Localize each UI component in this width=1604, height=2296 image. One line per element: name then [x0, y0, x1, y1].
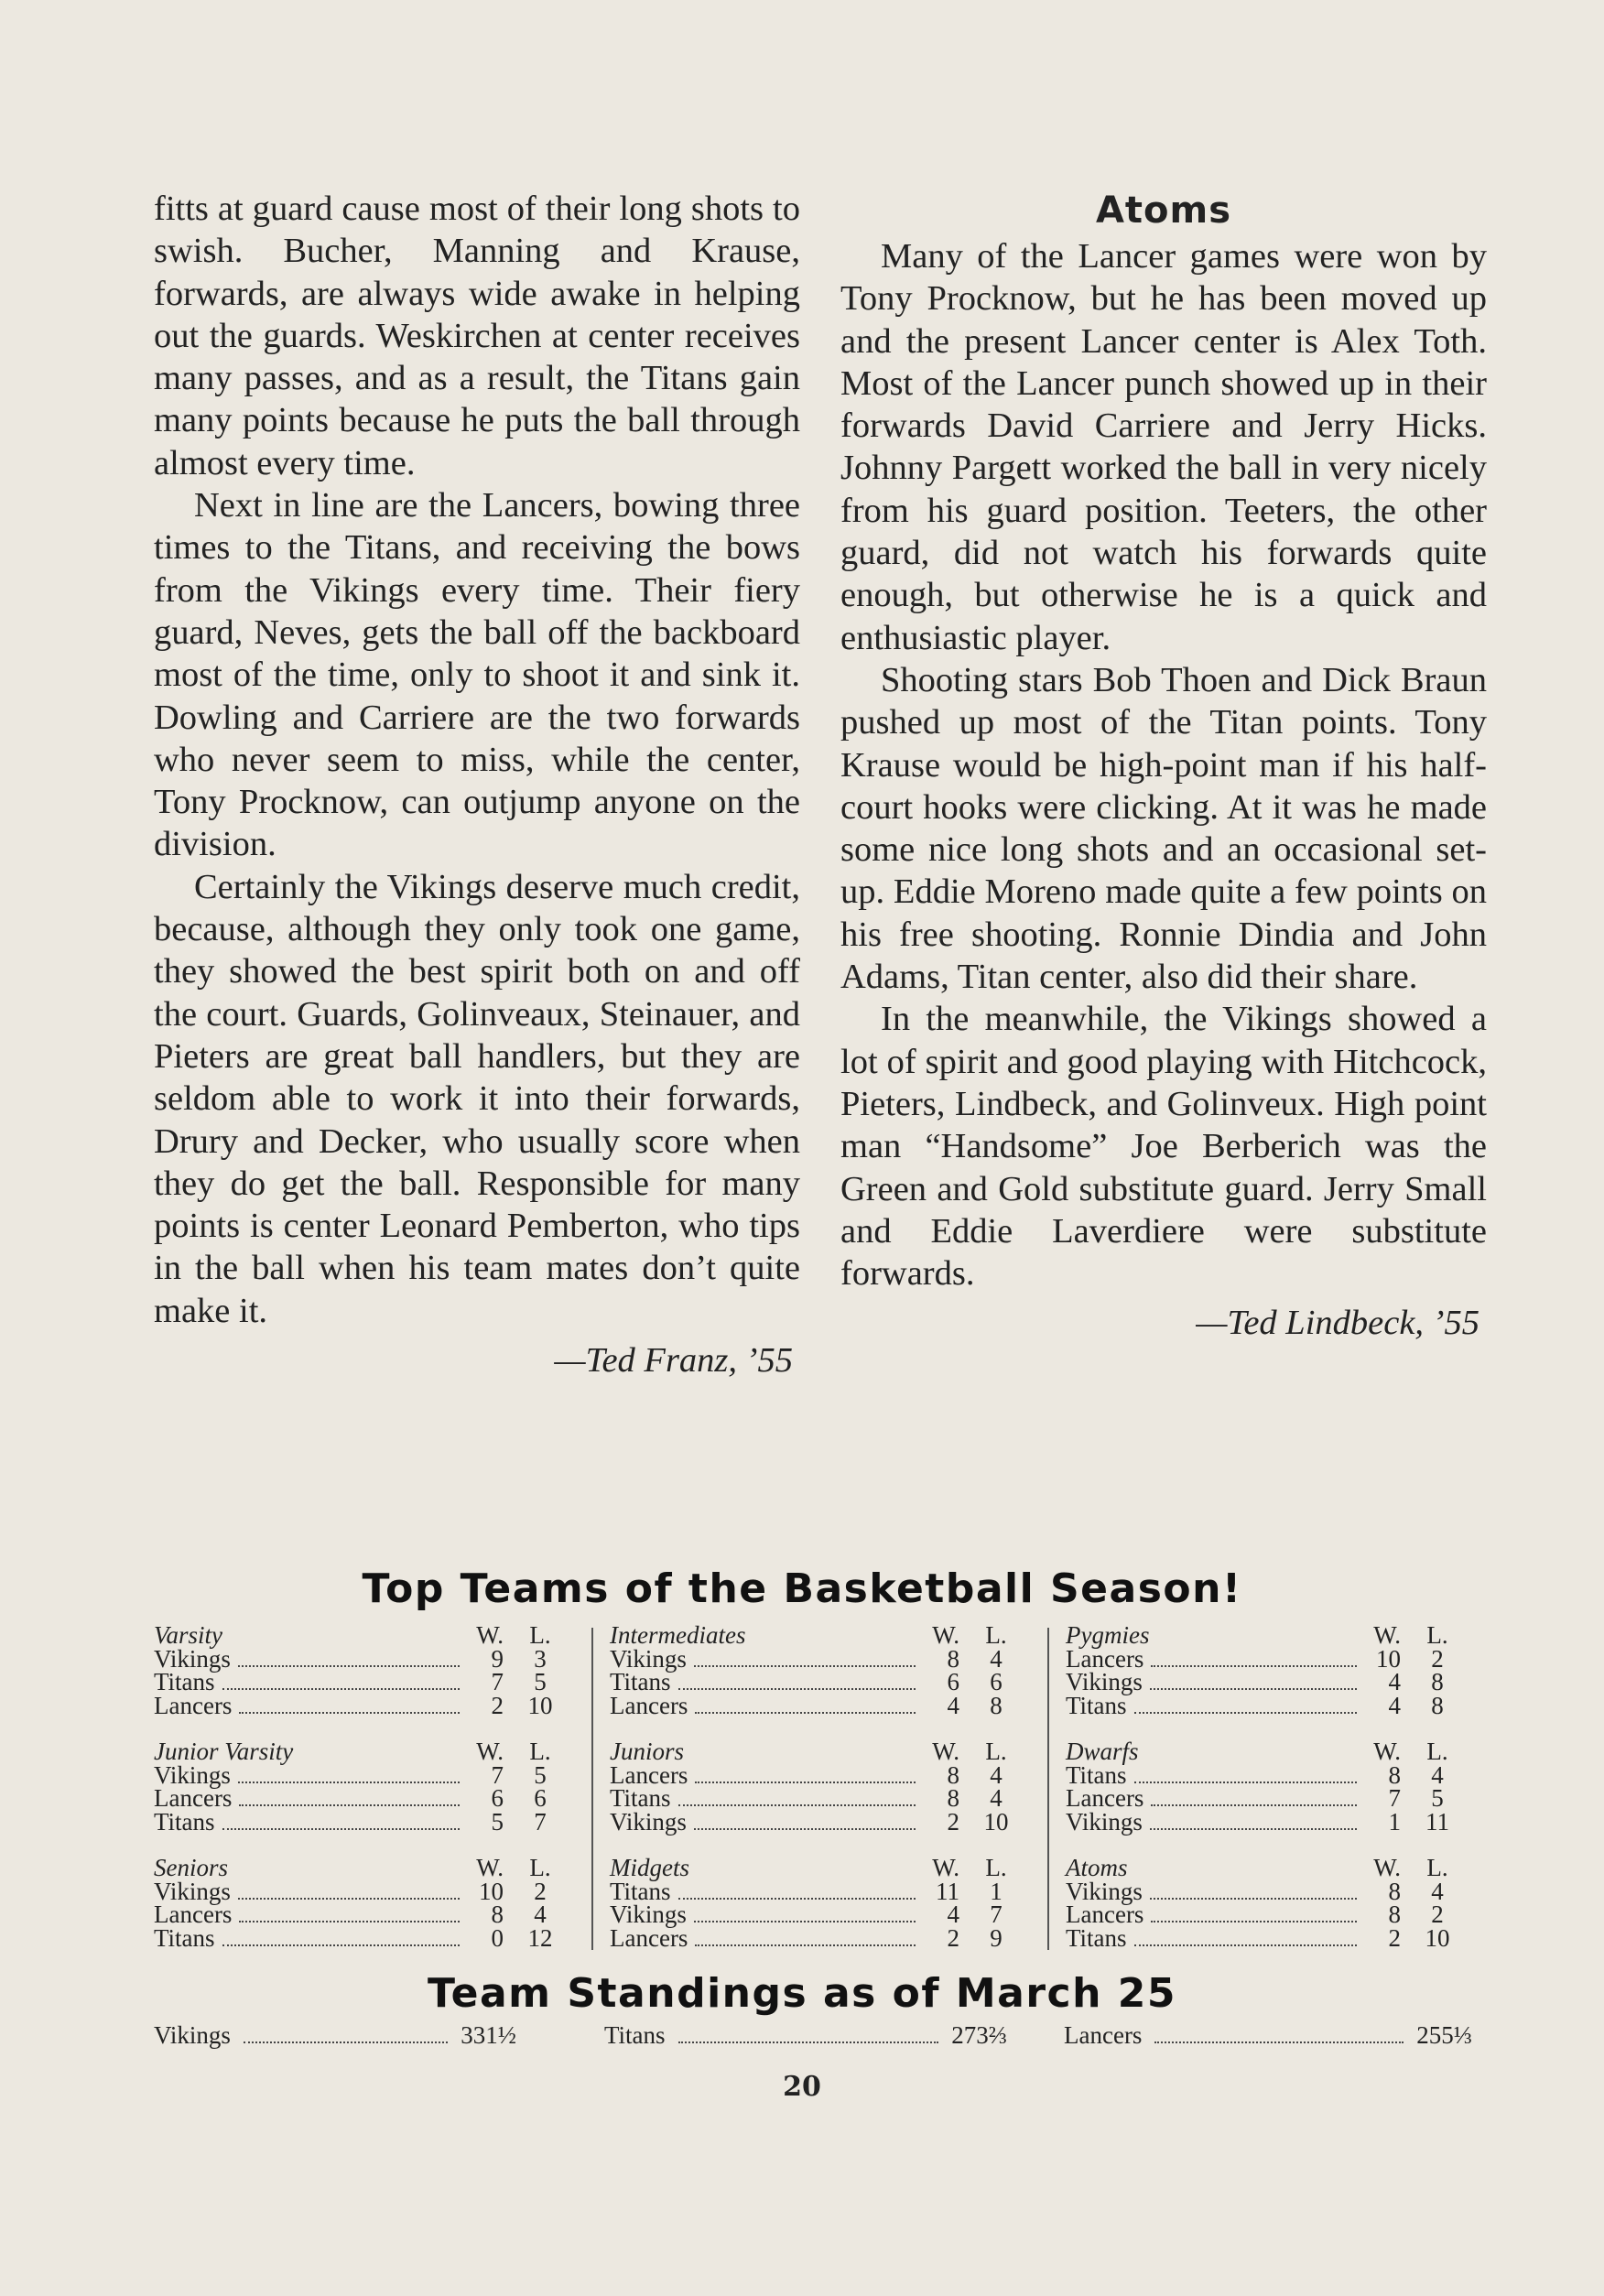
wins-value: 8	[1388, 1877, 1401, 1905]
section-heading: Atoms	[1095, 190, 1232, 232]
losses-value: 10	[983, 1807, 1009, 1836]
division-header	[1066, 1854, 1474, 1881]
team-name: Vikings	[154, 1877, 231, 1905]
team-row	[610, 1903, 1033, 1927]
losses-value: 1	[990, 1877, 1002, 1905]
team-row	[610, 1784, 1033, 1812]
losses-value: 4	[990, 1784, 1002, 1812]
team-row	[610, 1807, 1033, 1836]
losses-value: 4	[1431, 1877, 1444, 1905]
losses-value: 9	[990, 1923, 1002, 1952]
losses-value: 5	[1431, 1784, 1444, 1812]
team-row	[1066, 1923, 1474, 1952]
team-name: Vikings	[610, 1901, 687, 1928]
wins-header: W.	[932, 1621, 959, 1649]
team-name: Titans	[610, 1877, 671, 1905]
team-name: Titans	[1066, 1760, 1127, 1789]
article-paragraph: Certainly the Vikings deserve much credit, because, although they only took one game, they showed the best spirit both on and off the court. Guards, Golinveaux, Steinauer, and Pieters are great ball handlers, but they are seldom able to work it into their forwards, Drury and Decker, who usually score when they do get the ball. Responsible for many points is center Leonard Pemberton, who tips in the ball when his team mates don’t quite make it.	[154, 867, 800, 1330]
team-standings-title: Team Standings as of March 25	[427, 1970, 1177, 2017]
wins-value: 7	[491, 1760, 504, 1789]
wins-value: 7	[1388, 1784, 1401, 1812]
team-row	[1066, 1807, 1474, 1836]
standings-tables	[154, 1621, 1472, 1963]
wins-value: 7	[491, 1668, 504, 1695]
division-name: Varsity	[154, 1621, 223, 1649]
column-divider	[591, 1628, 593, 1950]
losses-header: L.	[1426, 1854, 1448, 1881]
team-row	[154, 1644, 577, 1673]
division-table	[610, 1621, 1033, 1719]
right-article-column	[840, 188, 1487, 1345]
team-name: Vikings	[1066, 1668, 1143, 1695]
wins-value: 11	[936, 1877, 959, 1905]
division-table	[610, 1740, 1033, 1834]
division-header	[154, 1621, 577, 1649]
division-table	[1066, 1854, 1474, 1952]
division-name: Junior Varsity	[154, 1738, 294, 1765]
page-number: 20	[783, 2071, 821, 2103]
division-table	[154, 1854, 577, 1952]
team-row	[610, 1668, 1033, 1695]
division-table	[154, 1740, 577, 1834]
team-row	[1066, 1691, 1474, 1719]
article-paragraph: Shooting stars Bob Thoen and Dick Braun pushed up most of the Titan points. Tony Krause would be high-point man if his half-court hooks were clicking. At it was he made some nice long shots and an occasional set-up. Eddie Moreno made quite a few points on his free shooting. Ronnie Dindia and John Adams, Titan center, also did their share.	[840, 660, 1487, 997]
losses-header: L.	[985, 1738, 1007, 1765]
losses-value: 8	[1431, 1668, 1444, 1695]
losses-header: L.	[985, 1854, 1007, 1881]
losses-value: 8	[1431, 1691, 1444, 1719]
wins-value: 5	[491, 1807, 504, 1836]
team-name: Titans	[604, 2021, 666, 2049]
wins-header: W.	[932, 1854, 959, 1881]
team-name: Lancers	[1066, 1644, 1144, 1673]
top-teams-title: Top Teams of the Basketball Season!	[362, 1565, 1242, 1612]
wins-value: 8	[1388, 1901, 1401, 1928]
division-name: Midgets	[610, 1854, 689, 1881]
team-row	[610, 1923, 1033, 1952]
team-row	[1066, 1903, 1474, 1927]
losses-value: 10	[527, 1691, 553, 1719]
team-row	[154, 1691, 577, 1719]
standings-column	[1066, 1621, 1474, 1955]
wins-value: 2	[491, 1691, 504, 1719]
losses-header: L.	[1426, 1621, 1448, 1649]
team-row	[610, 1691, 1033, 1719]
team-name: Titans	[154, 1807, 215, 1836]
team-row	[610, 1644, 1033, 1673]
losses-header: L.	[529, 1854, 551, 1881]
wins-value: 2	[947, 1807, 959, 1836]
points-value: 331½	[461, 2021, 516, 2049]
losses-value: 10	[1425, 1923, 1450, 1952]
team-name: Lancers	[154, 1784, 233, 1812]
wins-value: 8	[947, 1760, 959, 1789]
team-name: Vikings	[1066, 1877, 1143, 1905]
wins-header: W.	[1373, 1621, 1401, 1649]
wins-value: 6	[491, 1784, 504, 1812]
losses-value: 7	[534, 1807, 547, 1836]
losses-header: L.	[529, 1621, 551, 1649]
team-name: Lancers	[1066, 1901, 1144, 1928]
losses-value: 3	[534, 1644, 547, 1673]
article-paragraph: fitts at guard cause most of their long shots to swish. Bucher, Manning and Krause, forwards, are always wide awake in helping out the guards. Weskirchen at center receives many passes, and as a result, the Titans gain many points because he puts the ball through almost every time.	[154, 190, 800, 482]
team-name: Vikings	[1066, 1807, 1143, 1836]
team-row	[1066, 1784, 1474, 1812]
team-name: Lancers	[154, 1901, 233, 1928]
losses-header: L.	[1426, 1738, 1448, 1765]
losses-value: 4	[1431, 1760, 1444, 1789]
wins-header: W.	[476, 1621, 504, 1649]
division-header	[610, 1740, 1033, 1764]
division-table	[1066, 1740, 1474, 1834]
losses-header: L.	[529, 1738, 551, 1765]
wins-value: 8	[1388, 1760, 1401, 1789]
team-name: Lancers	[154, 1691, 233, 1719]
article-paragraph: In the meanwhile, the Vikings showed a lot of spirit and good playing with Hitchcock, Pieters, Lindbeck, and Golinveux. High point man “Handsome” Joe Berberich was the Green and Gold substitute guard. Jerry Small and Eddie Laverdiere were substitute forwards.	[840, 1000, 1487, 1294]
wins-value: 8	[947, 1784, 959, 1812]
team-standings-row	[154, 2021, 1472, 2050]
left-article-column	[154, 188, 800, 1381]
team-row	[1066, 1668, 1474, 1695]
losses-value: 2	[1431, 1644, 1444, 1673]
author-signature: —Ted Lindbeck, ’55	[1196, 1304, 1479, 1343]
wins-value: 8	[491, 1901, 504, 1928]
division-name: Juniors	[610, 1738, 684, 1765]
wins-value: 10	[1376, 1644, 1401, 1673]
team-name: Titans	[610, 1668, 671, 1695]
losses-value: 4	[990, 1644, 1002, 1673]
wins-value: 2	[1388, 1923, 1401, 1952]
wins-value: 4	[1388, 1668, 1401, 1695]
wins-header: W.	[1373, 1738, 1401, 1765]
column-divider	[1047, 1628, 1049, 1950]
standings-column	[610, 1621, 1033, 1955]
division-name: Dwarfs	[1066, 1738, 1139, 1765]
standing-entry	[604, 2021, 1007, 2050]
division-name: Intermediates	[610, 1621, 746, 1649]
wins-value: 1	[1388, 1807, 1401, 1836]
losses-value: 2	[1431, 1901, 1444, 1928]
losses-value: 4	[534, 1901, 547, 1928]
losses-value: 5	[534, 1668, 547, 1695]
wins-value: 4	[1388, 1691, 1401, 1719]
losses-value: 7	[990, 1901, 1002, 1928]
division-table	[154, 1621, 577, 1719]
losses-value: 5	[534, 1760, 547, 1789]
losses-value: 11	[1425, 1807, 1449, 1836]
division-header	[1066, 1740, 1474, 1764]
division-table	[1066, 1621, 1474, 1719]
division-header	[154, 1854, 577, 1881]
team-name: Titans	[154, 1668, 215, 1695]
losses-header: L.	[985, 1621, 1007, 1649]
team-row	[154, 1903, 577, 1927]
wins-value: 10	[479, 1877, 504, 1905]
team-name: Lancers	[1064, 2021, 1143, 2049]
wins-value: 6	[947, 1668, 959, 1695]
team-name: Lancers	[610, 1691, 688, 1719]
wins-value: 0	[491, 1923, 504, 1952]
team-name: Lancers	[610, 1923, 688, 1952]
team-row	[154, 1807, 577, 1836]
standing-entry	[1064, 2021, 1472, 2050]
losses-value: 6	[534, 1784, 547, 1812]
losses-value: 12	[527, 1923, 553, 1952]
team-row	[154, 1668, 577, 1695]
wins-header: W.	[476, 1854, 504, 1881]
division-name: Atoms	[1066, 1854, 1128, 1881]
losses-value: 2	[534, 1877, 547, 1905]
division-header	[610, 1621, 1033, 1649]
standing-entry	[154, 2021, 516, 2050]
team-row	[154, 1923, 577, 1952]
wins-header: W.	[476, 1738, 504, 1765]
team-name: Lancers	[1066, 1784, 1144, 1812]
team-name: Titans	[154, 1923, 215, 1952]
wins-value: 8	[947, 1644, 959, 1673]
team-name: Vikings	[610, 1807, 687, 1836]
losses-value: 6	[990, 1668, 1002, 1695]
division-header	[154, 1740, 577, 1764]
team-row	[610, 1760, 1033, 1789]
wins-value: 2	[947, 1923, 959, 1952]
author-signature: —Ted Franz, ’55	[554, 1341, 793, 1381]
team-name: Titans	[1066, 1923, 1127, 1952]
team-row	[154, 1784, 577, 1812]
team-name: Titans	[1066, 1691, 1127, 1719]
losses-value: 8	[990, 1691, 1002, 1719]
division-header	[1066, 1621, 1474, 1649]
points-value: 255⅓	[1416, 2021, 1472, 2049]
team-name: Vikings	[154, 1760, 231, 1789]
wins-header: W.	[1373, 1854, 1401, 1881]
standings-column	[154, 1621, 577, 1955]
wins-value: 9	[491, 1644, 504, 1673]
division-name: Seniors	[154, 1854, 228, 1881]
article-paragraph: Next in line are the Lancers, bowing three times to the Titans, and receiving the bows from the Vikings every time. Their fiery guard, Neves, gets the ball off the backboard most of the time, only to shoot it and sink it. Dowling and Carriere are the two forwards who never seem to miss, while the center, Tony Procknow, can outjump anyone on the division.	[154, 486, 800, 864]
wins-header: W.	[932, 1738, 959, 1765]
losses-value: 4	[990, 1760, 1002, 1789]
team-name: Titans	[610, 1784, 671, 1812]
wins-value: 4	[947, 1691, 959, 1719]
team-name: Vikings	[610, 1644, 687, 1673]
division-name: Pygmies	[1066, 1621, 1150, 1649]
division-table	[610, 1854, 1033, 1952]
team-name: Vikings	[154, 2021, 231, 2049]
team-name: Vikings	[154, 1644, 231, 1673]
team-name: Lancers	[610, 1760, 688, 1789]
article-paragraph: Many of the Lancer games were won by Tony Procknow, but he has been moved up and the present Lancer center is Alex Toth. Most of the Lancer punch showed up in their forwards David Carriere and Jerry Hicks. Johnny Pargett worked the ball in very nicely from his guard position. Teeters, the other guard, did not watch his forwards quite enough, but otherwise he is a quick and enthusiastic player.	[840, 237, 1487, 657]
points-value: 273⅔	[951, 2021, 1007, 2049]
division-header	[610, 1854, 1033, 1881]
wins-value: 4	[947, 1901, 959, 1928]
